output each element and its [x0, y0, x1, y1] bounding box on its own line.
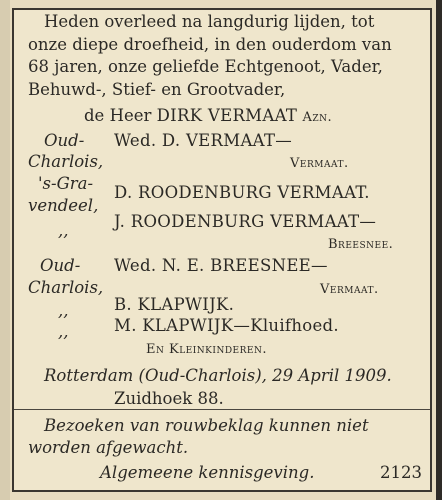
footer-number: 2123: [380, 463, 422, 482]
place-oud-2: Oud-: [40, 256, 81, 275]
intro-line-1: Heden overleed na langdurig lijden, tot: [44, 12, 375, 31]
right-border: [436, 0, 442, 500]
place-sgra: 's-Gra-: [38, 174, 94, 193]
place-charlois-1: Charlois,: [28, 152, 104, 171]
intro-line-4: Behuwd-, Stief- en Grootvader,: [28, 80, 286, 99]
family-m-klapwijk: M. KLAPWIJK—Kluifhoed.: [114, 316, 339, 335]
deceased-prefix: de Heer: [84, 106, 152, 125]
family-b-klapwijk: B. KLAPWIJK.: [114, 295, 235, 314]
family-kleinkinderen: En Kleinkinderen.: [146, 342, 267, 357]
family-wed-breesnee: Wed. N. E. BREESNEE—: [114, 256, 328, 275]
intro-line-2: onze diepe droefheid, in den ouderdom van: [28, 35, 392, 54]
deceased-name: DIRK VERMAAT: [156, 106, 298, 125]
footer-kennisgeving: Algemeene kennisgeving.: [100, 463, 315, 482]
family-j-roodenburg: J. ROODENBURG VERMAAT—: [114, 212, 377, 231]
deceased-suffix: Azn.: [302, 110, 333, 125]
family-breesnee: Breesnee.: [328, 237, 394, 252]
place-oud-1: Oud-: [44, 131, 85, 150]
place-ditto-2: ,,: [58, 301, 69, 320]
place-ditto-3: ,,: [58, 322, 69, 341]
place-charlois-2: Charlois,: [28, 278, 104, 297]
family-vermaat-2: Vermaat.: [320, 282, 379, 297]
left-margin: [0, 0, 10, 500]
place-ditto-1: ,,: [58, 221, 69, 240]
divider: [14, 409, 430, 410]
family-d-roodenburg: D. ROODENBURG VERMAAT.: [114, 183, 370, 202]
location-date: Rotterdam (Oud-Charlois), 29 April 1909.: [44, 366, 392, 385]
family-vermaat-1: Vermaat.: [290, 156, 349, 171]
address: Zuidhoek 88.: [114, 389, 224, 408]
visit-note-line-1: Bezoeken van rouwbeklag kunnen niet: [44, 416, 369, 435]
deceased-line: [84, 106, 332, 128]
visit-note-line-2: worden afgewacht.: [28, 438, 189, 457]
intro-line-3: 68 jaren, onze geliefde Echtgenoot, Vader,: [28, 57, 383, 76]
family-wed-vermaat: Wed. D. VERMAAT—: [114, 131, 293, 150]
place-vendeel: vendeel,: [28, 196, 99, 215]
